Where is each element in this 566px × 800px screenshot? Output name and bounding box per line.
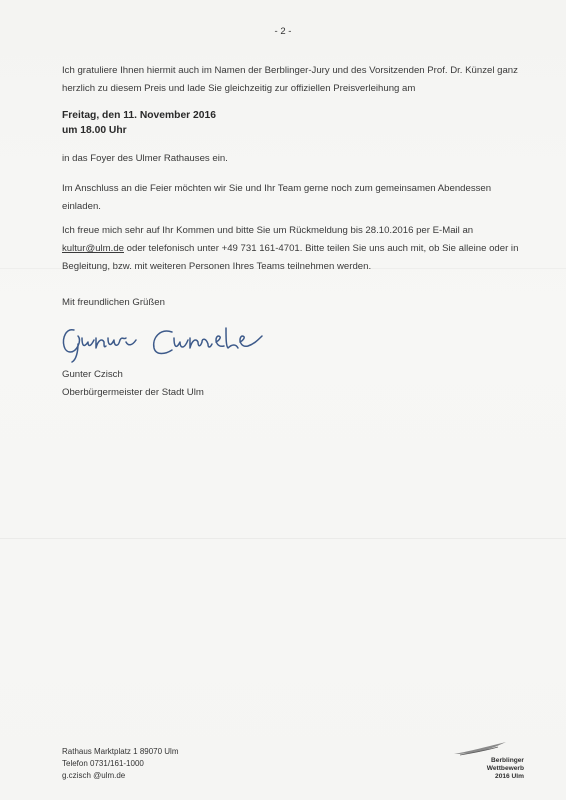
congratulations-paragraph: Ich gratuliere Ihnen hiermit auch im Namen der Berblinger-Jury und des Vorsitzenden Prof. Dr. Künzel ganz herzlich zu diesem Preis und lade Sie gleichzeitig zur offiziellen Preisverleihung am [62,65,518,94]
rsvp-paragraph [62,222,522,276]
event-time: um 18.00 Uhr [62,125,127,136]
logo-line-3: 2016 Ulm [495,773,524,780]
venue-paragraph: in das Foyer des Ulmer Rathauses ein. [62,153,228,164]
logo-line-2: Wettbewerb [486,765,524,772]
page-number: - 2 - [274,26,292,37]
signer-name: Gunter Czisch [62,369,123,380]
event-date: Freitag, den 11. November 2016 [62,110,216,121]
rsvp-email-link[interactable]: kultur@ulm.de [62,243,124,254]
rsvp-text-start: Ich freue mich sehr auf Ihr Kommen und bitte Sie um Rückmeldung bis 28.10.2016 per E-Mail an [62,225,474,236]
logo-text [487,757,524,781]
footer-phone: Telefon 0731/161-1000 [62,759,144,768]
logo-line-1: Berblinger [491,757,524,764]
signer-title: Oberbürgermeister der Stadt Ulm [62,387,204,398]
footer-email: g.czisch @ulm.de [62,771,126,780]
berblinger-logo [448,740,528,786]
paper-fold-line [0,538,566,539]
glider-wing-icon [452,740,508,756]
footer-address [62,746,179,782]
closing-greeting: Mit freundlichen Grüßen [62,297,165,308]
rsvp-text-end: oder telefonisch unter +49 731 161-4701. Bitte teilen Sie uns auch mit, ob Sie alleine oder in Begleitung, bzw. mit weiteren Personen Ihres Teams teilnehmen werden. [62,243,519,272]
dinner-invitation-paragraph: Im Anschluss an die Feier möchten wir Sie und Ihr Team gerne noch zum gemeinsamen Abendessen einladen. [62,183,492,212]
event-date-block [62,108,522,138]
footer-street: Rathaus Marktplatz 1 89070 Ulm [62,747,179,756]
handwritten-signature [60,318,290,364]
